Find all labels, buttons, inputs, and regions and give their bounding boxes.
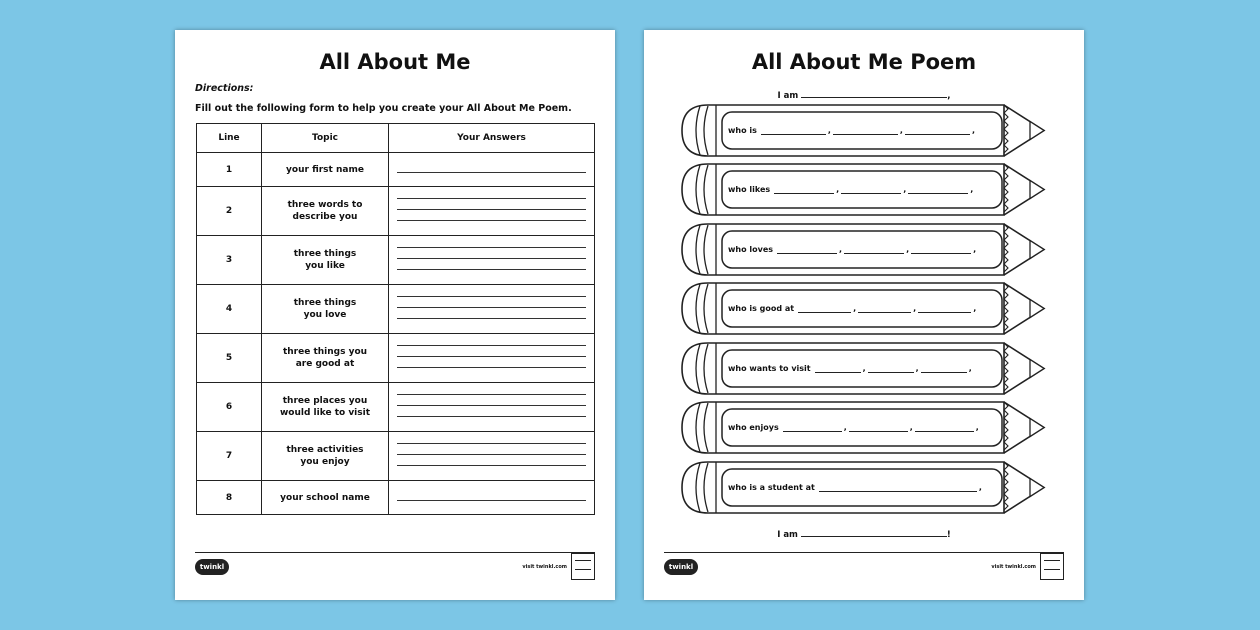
table-row xyxy=(197,153,595,187)
answer-cell[interactable] xyxy=(389,153,595,187)
comma: , xyxy=(970,185,974,194)
topic-text: three things xyxy=(293,298,357,308)
poem-last-line xyxy=(644,528,1084,540)
comma: , xyxy=(978,483,982,492)
answer-line[interactable] xyxy=(397,356,586,357)
poem-blank[interactable] xyxy=(777,245,837,254)
table-row xyxy=(197,334,595,383)
answer-line[interactable] xyxy=(397,247,586,248)
topic-text: describe you xyxy=(292,212,358,222)
answer-cell[interactable] xyxy=(389,334,595,383)
topic-text: you love xyxy=(303,310,347,320)
answer-line[interactable] xyxy=(397,454,586,455)
comma: , xyxy=(913,304,917,313)
poem-phrase xyxy=(728,103,986,158)
last-line-label: I am xyxy=(777,530,798,540)
table-row xyxy=(197,285,595,334)
comma: , xyxy=(973,245,977,254)
poem-pencil xyxy=(678,222,1048,277)
topic-text: three things you xyxy=(282,347,368,357)
poem-blank[interactable] xyxy=(833,126,898,135)
last-line-blank[interactable] xyxy=(801,528,947,537)
comma: , xyxy=(862,364,866,373)
topic-text: three activities xyxy=(286,445,364,455)
topic-text: your first name xyxy=(286,164,364,175)
answer-line[interactable] xyxy=(397,269,586,270)
column-header-answers: Your Answers xyxy=(389,124,595,153)
comma: , xyxy=(899,126,903,135)
line-number: 3 xyxy=(197,236,262,285)
column-header-topic: Topic xyxy=(262,124,389,153)
poem-pencil xyxy=(678,103,1048,158)
comma: , xyxy=(909,423,913,432)
first-line-end: , xyxy=(947,91,951,101)
answer-line[interactable] xyxy=(397,443,586,444)
pencil-label: who loves xyxy=(728,245,774,254)
comma: , xyxy=(906,245,910,254)
poem-blank[interactable] xyxy=(918,304,971,313)
pencil-label: who is xyxy=(728,126,757,135)
answer-cell[interactable] xyxy=(389,383,595,432)
answer-line[interactable] xyxy=(397,220,586,221)
poem-blank[interactable] xyxy=(844,245,904,254)
table-header-row xyxy=(197,124,595,153)
directions-heading: Directions: xyxy=(195,83,254,94)
topic-text: three places you xyxy=(282,396,368,406)
poem-pencil xyxy=(678,341,1048,396)
poem-blank[interactable] xyxy=(815,364,861,373)
line-number: 8 xyxy=(197,481,262,515)
poem-blank[interactable] xyxy=(841,185,901,194)
answer-line[interactable] xyxy=(397,500,586,501)
twinkl-logo: twinkl xyxy=(664,559,698,575)
answer-line[interactable] xyxy=(397,296,586,297)
answer-cell[interactable] xyxy=(389,285,595,334)
topic-cell xyxy=(262,153,389,187)
topic-text: three things xyxy=(293,249,357,259)
answer-line[interactable] xyxy=(397,465,586,466)
pencil-label: who enjoys xyxy=(728,423,779,432)
poem-pencil xyxy=(678,281,1048,336)
poem-phrase xyxy=(728,222,986,277)
visit-text: visit twinkl.com xyxy=(522,564,567,570)
poem-phrase xyxy=(728,460,986,515)
comma: , xyxy=(839,245,843,254)
table-row xyxy=(197,236,595,285)
poem-blank[interactable] xyxy=(905,126,970,135)
footer-divider xyxy=(195,552,595,553)
first-line-label: I am xyxy=(777,91,799,101)
line-number: 1 xyxy=(197,153,262,187)
comma: , xyxy=(971,126,976,135)
topic-cell xyxy=(262,187,389,236)
comma: , xyxy=(973,304,977,313)
poem-pencil xyxy=(678,400,1048,455)
poem-phrase xyxy=(728,281,986,336)
pencil-label: who likes xyxy=(728,185,771,194)
poem-blank[interactable] xyxy=(908,185,968,194)
comma: , xyxy=(915,364,919,373)
poem-blank[interactable] xyxy=(858,304,911,313)
line-number: 6 xyxy=(197,383,262,432)
pencil-label: who is good at xyxy=(728,304,795,313)
poem-phrase xyxy=(728,162,986,217)
topic-text: would like to visit xyxy=(279,408,371,418)
poem-blank[interactable] xyxy=(819,483,977,492)
topic-cell xyxy=(262,383,389,432)
line-number: 5 xyxy=(197,334,262,383)
poem-first-line xyxy=(644,89,1084,101)
twinkl-logo: twinkl xyxy=(195,559,229,575)
directions-text: Fill out the following form to help you create your All About Me Poem. xyxy=(195,103,572,114)
answer-line[interactable] xyxy=(397,172,586,173)
answer-cell[interactable] xyxy=(389,432,595,481)
poem-blank[interactable] xyxy=(911,245,971,254)
answer-line[interactable] xyxy=(397,209,586,210)
answer-line[interactable] xyxy=(397,367,586,368)
worksheet-all-about-me xyxy=(175,30,615,600)
comma: , xyxy=(975,423,979,432)
comma: , xyxy=(903,185,907,194)
award-badge-icon xyxy=(571,553,595,580)
poem-blank[interactable] xyxy=(761,126,826,135)
visit-text: visit twinkl.com xyxy=(991,564,1036,570)
poem-pencil xyxy=(678,460,1048,515)
pencil-label: who is a student at xyxy=(728,483,815,492)
first-line-blank[interactable] xyxy=(801,89,947,98)
comma: , xyxy=(968,364,972,373)
column-header-line: Line xyxy=(197,124,262,153)
poem-blank[interactable] xyxy=(921,364,967,373)
topic-cell xyxy=(262,334,389,383)
poem-blank[interactable] xyxy=(849,423,908,432)
answer-cell[interactable] xyxy=(389,187,595,236)
topic-text: your school name xyxy=(280,492,370,503)
answer-line[interactable] xyxy=(397,307,586,308)
poem-blank[interactable] xyxy=(783,423,842,432)
answer-cell[interactable] xyxy=(389,481,595,515)
comma: , xyxy=(853,304,857,313)
answer-line[interactable] xyxy=(397,198,586,199)
poem-blank[interactable] xyxy=(798,304,851,313)
answer-line[interactable] xyxy=(397,318,586,319)
poem-pencil xyxy=(678,162,1048,217)
poem-phrase xyxy=(728,341,986,396)
worksheet-all-about-me-poem xyxy=(644,30,1084,600)
answer-line[interactable] xyxy=(397,345,586,346)
topic-text: three words to xyxy=(287,200,363,210)
answer-line[interactable] xyxy=(397,394,586,395)
comma: , xyxy=(843,423,847,432)
topic-text: you enjoy xyxy=(300,457,350,467)
topic-cell xyxy=(262,285,389,334)
line-number: 2 xyxy=(197,187,262,236)
answer-cell[interactable] xyxy=(389,236,595,285)
footer-divider xyxy=(664,552,1064,553)
table-row xyxy=(197,187,595,236)
line-number: 4 xyxy=(197,285,262,334)
topic-text: are good at xyxy=(295,359,355,369)
topic-cell xyxy=(262,432,389,481)
answer-line[interactable] xyxy=(397,416,586,417)
poem-title: All About Me Poem xyxy=(751,50,977,74)
award-badge-icon xyxy=(1040,553,1064,580)
comma: , xyxy=(827,126,831,135)
answer-line[interactable] xyxy=(397,405,586,406)
pencil-label: who wants to visit xyxy=(728,364,811,373)
topic-cell xyxy=(262,236,389,285)
answer-line[interactable] xyxy=(397,258,586,259)
answer-form-table xyxy=(196,123,595,515)
poem-blank[interactable] xyxy=(915,423,974,432)
table-row xyxy=(197,432,595,481)
line-number: 7 xyxy=(197,432,262,481)
poem-phrase xyxy=(728,400,986,455)
comma: , xyxy=(836,185,840,194)
worksheet-title: All About Me xyxy=(319,50,471,74)
topic-cell xyxy=(262,481,389,515)
last-line-end: ! xyxy=(946,530,951,540)
poem-blank[interactable] xyxy=(774,185,834,194)
table-row xyxy=(197,481,595,515)
poem-blank[interactable] xyxy=(868,364,914,373)
topic-text: you like xyxy=(305,261,345,271)
table-row xyxy=(197,383,595,432)
